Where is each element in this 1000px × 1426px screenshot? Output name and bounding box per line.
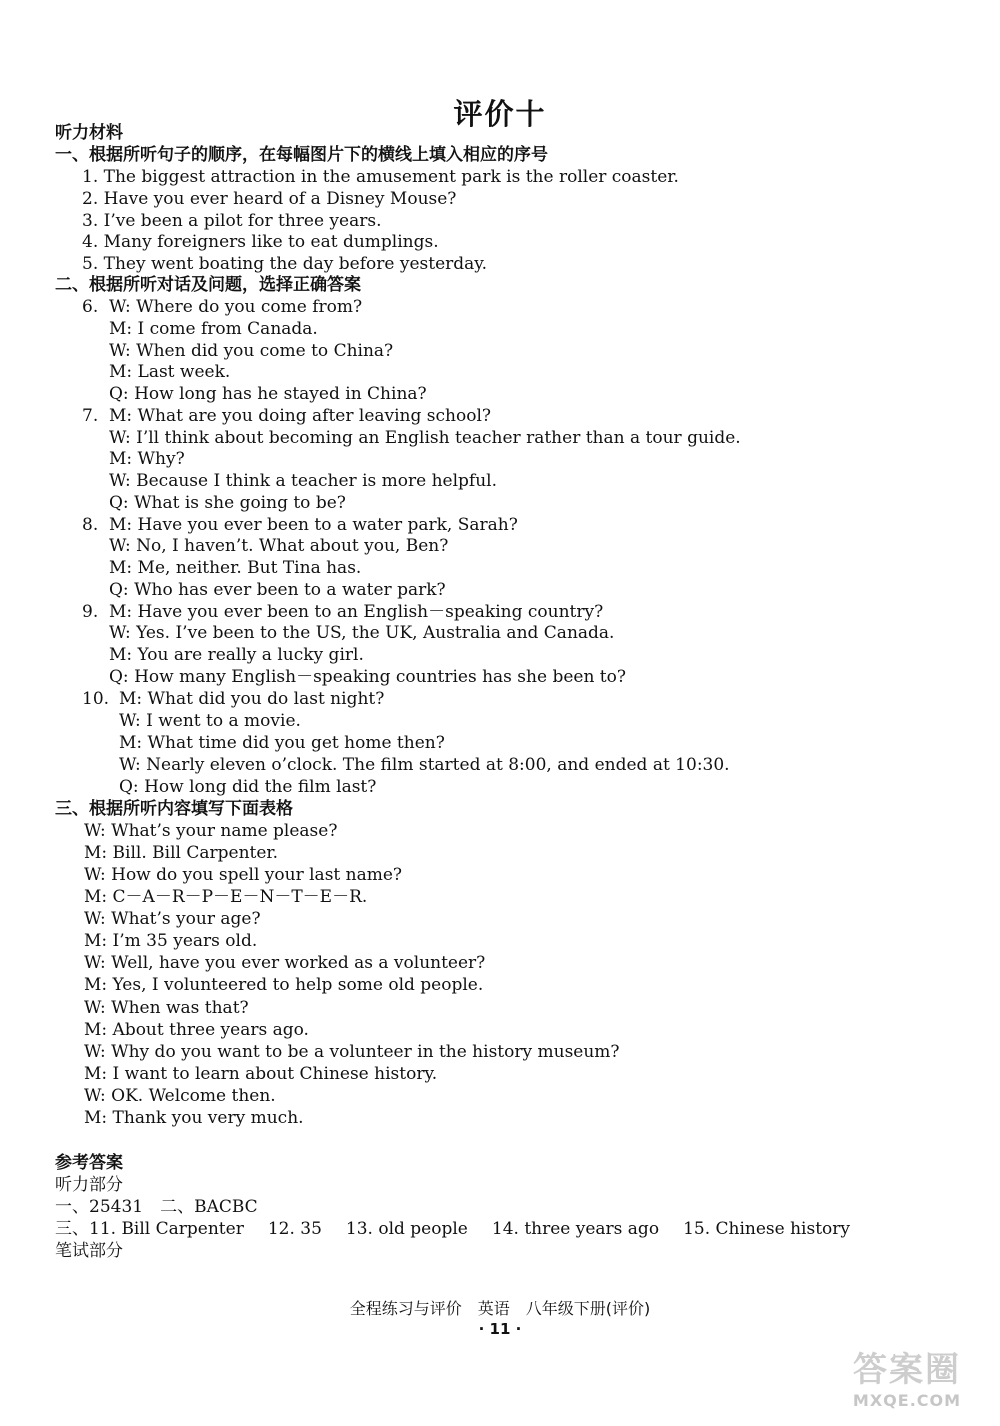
section1-item: 3. I’ve been a pilot for three years. xyxy=(82,211,382,231)
section1-item: 5. They went boating the day before yesterday. xyxy=(82,254,488,274)
section1-heading: 一、根据所听句子的顺序，在每幅图片下的横线上填入相应的序号 xyxy=(55,145,548,165)
section3-line: M: Yes, I volunteered to help some old people. xyxy=(84,975,484,995)
section3-line: W: What’s your age? xyxy=(84,909,261,929)
section3-line: M: Thank you very much. xyxy=(84,1108,304,1128)
dialog-line: W: No, I haven’t. What about you, Ben? xyxy=(109,536,449,556)
dialog-number: 9. xyxy=(82,602,99,622)
answer-item: 15. Chinese history xyxy=(683,1219,850,1239)
dialog-number: 8. xyxy=(82,515,99,535)
dialog-line: W: Yes. I’ve been to the US, the UK, Australia and Canada. xyxy=(109,623,615,643)
page-number: · 11 · xyxy=(478,1320,522,1338)
dialog-line: W: Nearly eleven o’clock. The film started at 8:00, and ended at 10:30. xyxy=(119,755,730,775)
page-title: 评价十 xyxy=(453,97,547,131)
footer-book-title: 全程练习与评价 英语 八年级下册(评价) xyxy=(349,1299,651,1318)
dialog-question: Q: What is she going to be? xyxy=(109,493,346,513)
section1-item: 1. The biggest attraction in the amusement park is the roller coaster. xyxy=(82,167,679,187)
section3-line: M: About three years ago. xyxy=(84,1020,309,1040)
section3-line: M: I want to learn about Chinese history. xyxy=(84,1064,438,1084)
dialog-line: M: You are really a lucky girl. xyxy=(109,645,364,665)
section3-line: W: OK. Welcome then. xyxy=(84,1086,276,1106)
dialog-number: 6. xyxy=(82,297,99,317)
section3-line: M: I’m 35 years old. xyxy=(84,931,258,951)
dialog-line: W: Because I think a teacher is more helpful. xyxy=(109,471,498,491)
dialog-line: M: Me, neither. But Tina has. xyxy=(109,558,362,578)
dialog-question: Q: Who has ever been to a water park? xyxy=(109,580,446,600)
watermark-url: MXQE.COM xyxy=(852,1391,962,1410)
dialog-line: M: Have you ever been to an English－speaking country? xyxy=(109,602,604,622)
dialog-number: 10. xyxy=(82,689,110,709)
section1-item: 2. Have you ever heard of a Disney Mouse? xyxy=(82,189,457,209)
dialog-line: W: Where do you come from? xyxy=(109,297,363,317)
dialog-line: M: What did you do last night? xyxy=(119,689,385,709)
written-part-label: 笔试部分 xyxy=(55,1241,123,1261)
section3-line: W: What’s your name please? xyxy=(84,821,338,841)
answer-item: 12. 35 xyxy=(267,1219,322,1239)
section2-heading: 二、根据所听对话及问题，选择正确答案 xyxy=(55,275,361,295)
dialog-line: W: I went to a movie. xyxy=(119,711,301,731)
listening-part-label: 听力部分 xyxy=(55,1175,123,1195)
dialog-line: W: When did you come to China? xyxy=(109,341,394,361)
answer-item: 13. old people xyxy=(345,1219,468,1239)
section3-heading: 三、根据所听内容填写下面表格 xyxy=(55,799,293,819)
section3-line: W: Well, have you ever worked as a volunteer? xyxy=(84,953,486,973)
section3-line: W: When was that? xyxy=(84,998,249,1018)
dialog-question: Q: How long did the film last? xyxy=(119,777,377,797)
listening-material-heading: 听力材料 xyxy=(55,123,123,143)
section1-item: 4. Many foreigners like to eat dumplings. xyxy=(82,232,439,252)
dialog-line: M: What are you doing after leaving school? xyxy=(109,406,492,426)
section3-line: W: How do you spell your last name? xyxy=(84,865,403,885)
answer-item: 三、11. Bill Carpenter xyxy=(55,1219,244,1239)
section3-line: W: Why do you want to be a volunteer in the history museum? xyxy=(84,1042,620,1062)
dialog-line: M: Have you ever been to a water park, Sarah? xyxy=(109,515,518,535)
answer-item: 14. three years ago xyxy=(491,1219,660,1239)
dialog-question: Q: How many English－speaking countries has she been to? xyxy=(109,667,626,687)
answers-heading: 参考答案 xyxy=(55,1153,123,1173)
dialog-line: M: What time did you get home then? xyxy=(119,733,445,753)
section3-line: M: Bill. Bill Carpenter. xyxy=(84,843,279,863)
dialog-number: 7. xyxy=(82,406,99,426)
answers-line-2 xyxy=(55,1218,874,1240)
watermark-text: 答案圈 xyxy=(853,1350,961,1390)
dialog-line: M: I come from Canada. xyxy=(109,319,318,339)
dialog-question: Q: How long has he stayed in China? xyxy=(109,384,427,404)
watermark-logo xyxy=(832,1342,982,1412)
answers-line-1: 一、25431 二、BACBC xyxy=(55,1197,258,1217)
dialog-line: M: Last week. xyxy=(109,362,231,382)
dialog-line: W: I’ll think about becoming an English teacher rather than a tour guide. xyxy=(109,428,741,448)
section3-line: M: C－A－R－P－E－N－T－E－R. xyxy=(84,887,368,907)
dialog-line: M: Why? xyxy=(109,449,185,469)
